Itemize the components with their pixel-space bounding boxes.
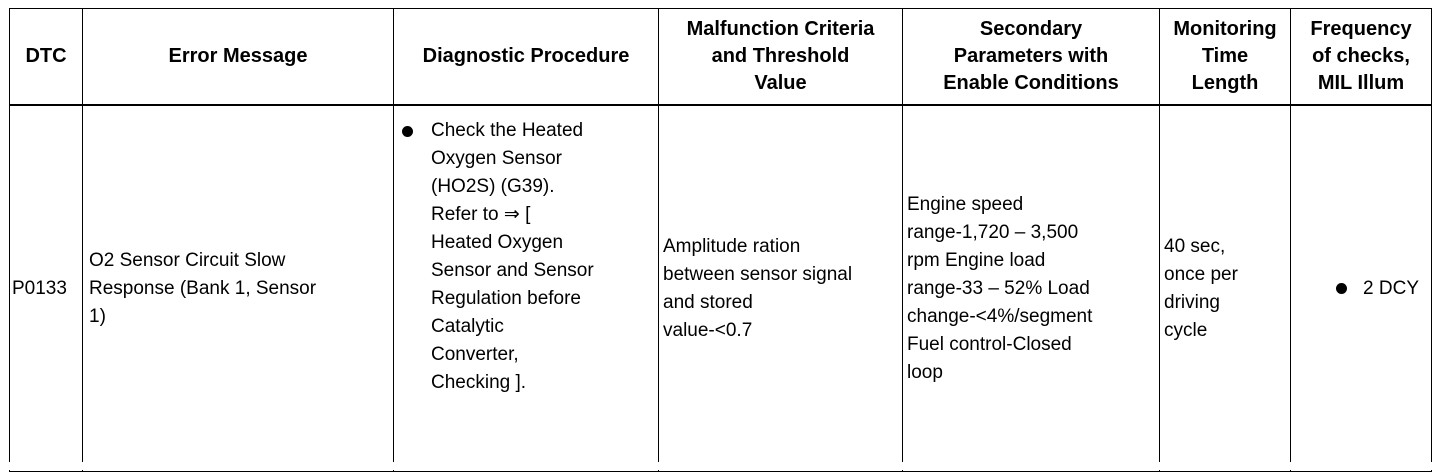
bullet-icon — [402, 126, 413, 137]
cell-error-message: O2 Sensor Circuit Slow Response (Bank 1, Sensor 1) — [83, 105, 394, 472]
header-error-message: Error Message — [83, 9, 394, 106]
header-diagnostic-procedure: Diagnostic Procedure — [394, 9, 659, 106]
procedure-reference-link[interactable]: Refer to ⇒ [ Heated Oxygen Sensor and Sensor Regulation before Catalytic Converter, Checking ]. — [431, 204, 594, 393]
dtc-table — [9, 8, 1432, 472]
header-row — [10, 9, 1432, 106]
cell-monitoring-time: 40 sec, once per driving cycle — [1160, 105, 1291, 472]
procedure-list — [394, 117, 658, 397]
cell-frequency: 2 DCY — [1291, 105, 1432, 472]
header-malfunction-criteria: Malfunction Criteria and Threshold Value — [659, 9, 903, 106]
table-row — [10, 105, 1432, 472]
page-cut-edge — [0, 462, 1456, 470]
list-item: Check the Heated Oxygen Sensor (HO2S) (G39). Refer to ⇒ [ Heated Oxygen Sensor and Sensor Regulation before Catalytic Converter, Checking ]. — [394, 117, 658, 397]
cell-malfunction-criteria: Amplitude ration between sensor signal and stored value-<0.7 — [659, 105, 903, 472]
header-monitoring-time: Monitoring Time Length — [1160, 9, 1291, 106]
bullet-icon — [1336, 283, 1347, 294]
cell-dtc-code: P0133 — [10, 105, 83, 472]
cell-secondary-parameters: Engine speed range-1,720 – 3,500 rpm Engine load range-33 – 52% Load change-<4%/segment Fuel control-Closed loop — [903, 105, 1160, 472]
header-dtc: DTC — [10, 9, 83, 106]
cell-diagnostic-procedure — [394, 105, 659, 472]
header-secondary-parameters: Secondary Parameters with Enable Conditions — [903, 9, 1160, 106]
header-frequency: Frequency of checks, MIL Illum — [1291, 9, 1432, 106]
